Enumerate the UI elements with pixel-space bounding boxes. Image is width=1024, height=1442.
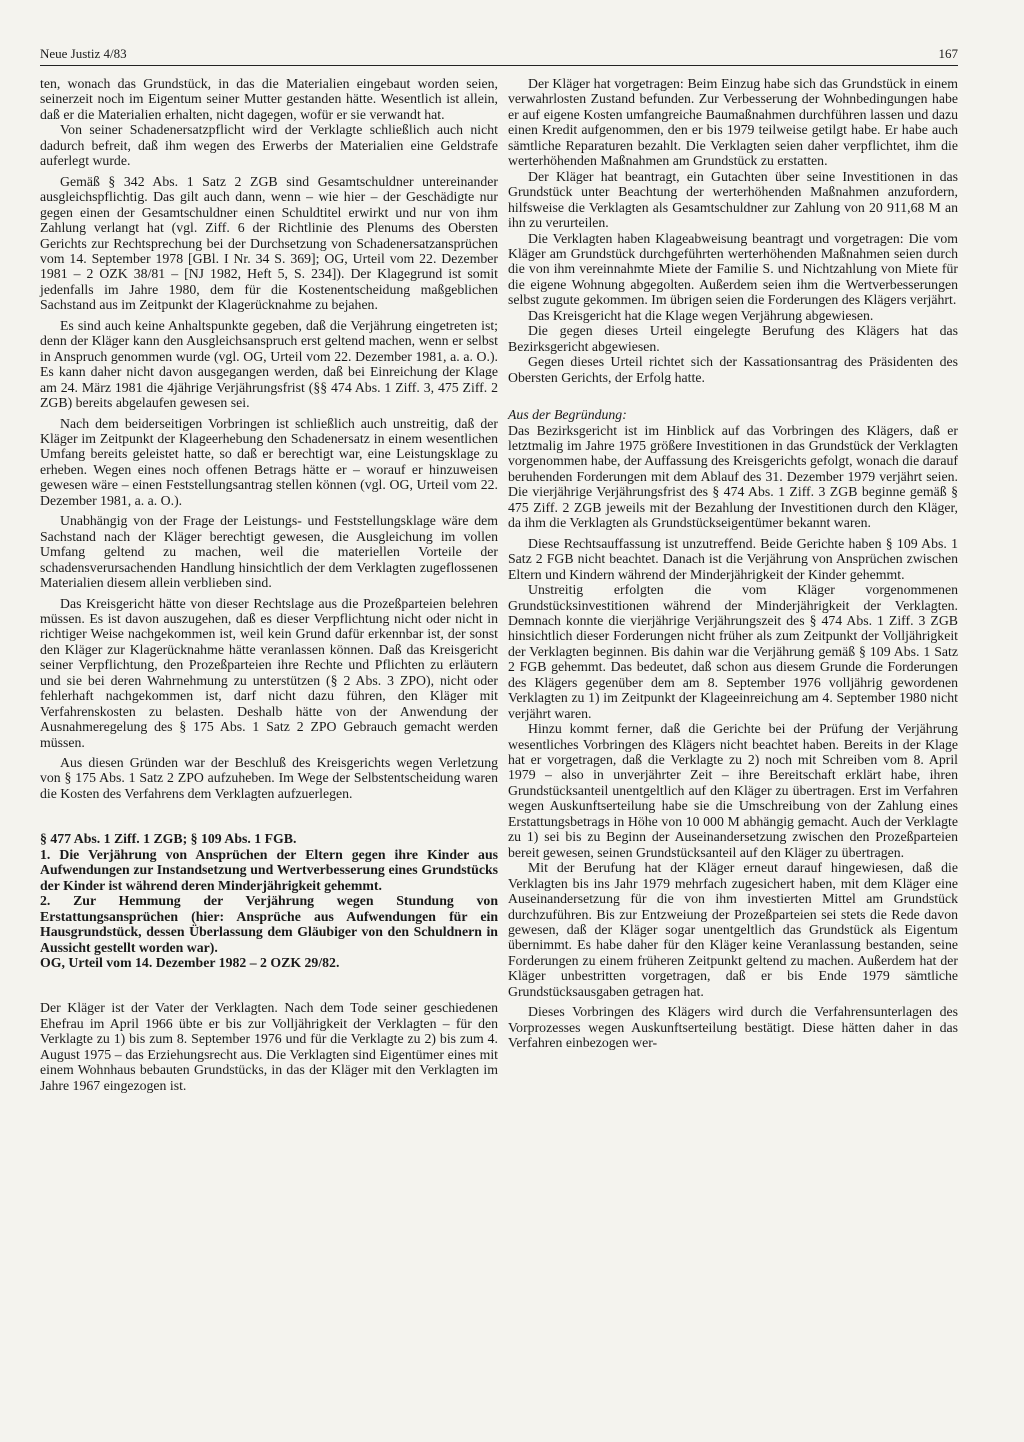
paragraph: ten, wonach das Grundstück, in das die Materialien eingebaut worden seien, seinerzeit noch im Eigentum seiner Mutter gestanden hätte. Wesentlich ist allein, daß er die Materialien erhalten, nicht dagegen, wofür er sie verwandt hat. (40, 76, 498, 122)
left-column (40, 76, 498, 1093)
headnote-rule: 2. Zur Hemmung der Verjährung wegen Stundung von Erstattungsansprüchen (hier: Ansprüche aus Aufwendungen für ein Hausgrundstück, dessen Überlassung dem Gläubiger von den Schuldnern in Aussicht gestellt worden war). (40, 893, 498, 955)
paragraph: Aus diesen Gründen war der Beschluß des Kreisgerichts wegen Verletzung von § 175 Abs. 1 Satz 2 ZPO aufzuheben. Im Wege der Selbstentscheidung waren die Kosten des Verfahrens dem Verklagten aufzuerlegen. (40, 755, 498, 801)
paragraph: Diese Rechtsauffassung ist unzutreffend. Beide Gerichte haben § 109 Abs. 1 Satz 2 FGB nicht beachtet. Danach ist die Verjährung von Ansprüchen zwischen Eltern und Kindern während der Minderjährigkeit der Kinder gehemmt. (508, 535, 958, 582)
case-citation: OG, Urteil vom 14. Dezember 1982 – 2 OZK 29/82. (40, 955, 340, 971)
headnote-rule: 1. Die Verjährung von Ansprüchen der Eltern gegen ihre Kinder aus Aufwendungen zur Instandsetzung und Wertverbesserung eines Grundstücks der Kinder ist während deren Minderjährigkeit gehemmt. (40, 846, 498, 893)
paragraph: Unstreitig erfolgten die vom Kläger vorgenommenen Grundstücksinvestitionen während der Minderjährigkeit der Verklagten. Demnach konnte die vierjährige Verjährungszeit des § 474 Abs. 1 Ziff. 3 ZGB hinsichtlich dieser Forderungen nicht früher als zum Zeitpunkt der Volljährigkeit der Verklagten beginnen. Bis dahin war die Verjährung gemäß § 109 Abs. 1 Satz 2 FGB gehemmt. Das bedeutet, daß schon aus diesem Grunde die Forderungen des Klägers gegenüber dem am 8. September 1976 volljährig gewordenen Verklagten zu 1) im Zeitpunkt der Klageeinreichung am 4. September 1980 nicht verjährt waren. (508, 582, 958, 721)
reasons-heading: Aus der Begründung: (508, 407, 627, 423)
paragraph: Dieses Vorbringen des Klägers wird durch die Verfahrensunterlagen des Vorprozesses wegen Auskunftserteilung bestätigt. Diese hätten daher in das Verfahren einbezogen wer- (508, 1004, 958, 1051)
law-heading: § 477 Abs. 1 Ziff. 1 ZGB; § 109 Abs. 1 FGB. (40, 831, 297, 847)
paragraph: Unabhängig von der Frage der Leistungs- und Feststellungsklage wäre dem Sachstand nach der Kläger berechtigt gewesen, die Ausgleichung im vollen Umfang geltend zu machen, weil die materiellen Vorteile der schadensverursachenden Handlung hinsichtlich der dem Verklagten zugeflossenen Materialien diesem allein verblieben sind. (40, 513, 498, 591)
paragraph: Der Kläger ist der Vater der Verklagten. Nach dem Tode seiner geschiedenen Ehefrau im April 1966 übte er bis zur Volljährigkeit der Verklagten – für den Verklagte zu 1) bis zum 8. September 1976 und für die Verklagte zu 2) bis zum 4. August 1975 – das Erziehungsrecht aus. Die Verklagten sind Eigentümer eines mit einem Wohnhaus bebauten Grundstücks, in das der Kläger mit den Verklagten im Jahre 1967 eingezogen ist. (40, 1000, 498, 1093)
paragraph: Gegen dieses Urteil richtet sich der Kassationsantrag des Präsidenten des Obersten Gerichts, der Erfolg hatte. (508, 354, 958, 385)
paragraph: Der Kläger hat beantragt, ein Gutachten über seine Investitionen in das Grundstück unter Beachtung der werterhöhenden Maßnahmen anzufordern, hilfsweise die Verklagten als Gesamtschuldner zur Zahlung von 20 911,68 M an ihn zu verurteilen. (508, 168, 958, 231)
page-header (40, 45, 958, 66)
right-column (508, 76, 958, 1051)
paragraph: Der Kläger hat vorgetragen: Beim Einzug habe sich das Grundstück in einem verwahrlosten Zustand befunden. Zur Verbesserung der Wohnbedingungen habe er auf eigene Kosten umfangreiche Baumaßnahmen durchführen lassen und dazu einen Kredit aufgenommen, den er bis 1979 teilweise getilgt habe. Er habe auch sämtliche Reparaturen bezahlt. Die Verklagten seien daher verpflichtet, ihm die werterhöhenden Maßnahmen am Grundstück zu erstatten. (508, 76, 958, 169)
paragraph: Das Bezirksgericht ist im Hinblick auf das Vorbringen des Klägers, daß er letztmalig im Jahre 1975 größere Investitionen in das Grundstück der Verklagten vorgenommen habe, der Auffassung des Kreisgerichts gefolgt, wonach die darauf beruhenden Forderungen mit dem Ablauf des 31. Dezember 1979 verjährt seien. Die vierjährige Verjährungsfrist des § 474 Abs. 1 Ziff. 3 ZGB beginne gemäß § 475 Ziff. 2 ZGB jeweils mit der Bezahlung der Investitionen durch den Kläger, da ihm die Verklagten als Grundstückseigentümer bekannt waren. (508, 422, 958, 531)
paragraph: Das Kreisgericht hat die Klage wegen Verjährung abgewiesen. (528, 307, 874, 323)
paragraph: Gemäß § 342 Abs. 1 Satz 2 ZGB sind Gesamtschuldner untereinander ausgleichspflichtig. Das gilt auch dann, wenn – wie hier – der Geschädigte nur gegen einen der Gesamtschuldner einen Schuldtitel erwirkt und nur von ihm Zahlung verlangt hat (vgl. Ziff. 6 der Richtlinie des Plenums des Obersten Gerichts zur Rechtsprechung bei der Durchsetzung von Schadenersatzansprüchen vom 14. September 1978 [GBl. I Nr. 34 S. 369]; OG, Urteil vom 22. Dezember 1981 – 2 OZK 38/81 – [NJ 1982, Heft 5, S. 234]). Der Klagegrund ist somit jedenfalls im Jahre 1980, dem für die Kostenentscheidung maßgeblichen Sachstand aus im Zeitpunkt der Klagerücknahme zu bejahen. (40, 173, 498, 313)
paragraph: Nach dem beiderseitigen Vorbringen ist schließlich auch unstreitig, daß der Kläger im Zeitpunkt der Klageerhebung den Schadenersatz in einem wesentlichen Umfang bereits geleistet hatte, so daß er berechtigt war, eine Leistungsklage zu erheben. Wegen eines noch offenen Betrags hätte er – worauf er hinzuweisen gewesen wäre – einen Feststellungsantrag stellen können (vgl. OG, Urteil vom 22. Dezember 1981, a. a. O.). (40, 415, 498, 508)
page-number: 167 (938, 46, 958, 61)
paragraph: Hinzu kommt ferner, daß die Gerichte bei der Prüfung der Verjährung wesentliches Vorbringen des Klägers nicht beachtet haben. Bereits in der Klage hat er vorgetragen, daß die Verklagte zu 2) noch mit Schreiben vom 8. April 1979 – also in unverjährter Zeit – ihre Bereitschaft erklärt habe, ihren Grundstücksanteil unentgeltlich auf den Kläger zu übertragen. Erst im Verfahren wegen Auskunftserteilung habe sie die Umschreibung von der Zahlung eines Erstattungsbetrags in Höhe von 10 000 M abhängig gemacht. Auch der Verklagte zu 1) sei bis zu Beginn der Auseinandersetzung zwischen den Prozeßparteien bereit gewesen, seinen Grundstücksanteil auf den Kläger zu übertragen. (508, 721, 958, 860)
journal-title: Neue Justiz 4/83 (40, 46, 127, 61)
paragraph: Es sind auch keine Anhaltspunkte gegeben, daß die Verjährung eingetreten ist; denn der Kläger kann den Ausgleichsanspruch erst geltend machen, wenn er selbst in Anspruch genommen wurde (vgl. OG, Urteil vom 22. Dezember 1981, a. a. O.). Es kann daher nicht davon ausgegangen werden, daß bei Einreichung der Klage am 24. März 1981 die 4jährige Verjährungsfrist (§§ 474 Abs. 1 Ziff. 3, 475 Ziff. 2 ZGB) bereits abgelaufen gewesen sei. (40, 317, 498, 411)
paragraph: Die gegen dieses Urteil eingelegte Berufung des Klägers hat das Bezirksgericht abgewiesen. (508, 323, 958, 354)
paragraph: Das Kreisgericht hätte von dieser Rechtslage aus die Prozeßparteien belehren müssen. Es ist davon auszugehen, daß es dieser Verpflichtung nicht oder nicht in richtiger Weise nachgekommen ist, weil kein Grund dafür erkennbar ist, der sonst den Kläger zur Klagerücknahme hätte veranlassen können. Daß das Kreisgericht seiner Verpflichtung, den Prozeßparteien ihre Rechte und Pflichten zu erläutern und sie bei deren Wahrnehmung zu unterstützen (§ 2 Abs. 3 ZPO), nicht oder fehlerhaft nachgekommen ist, darf nicht dazu führen, den Kläger mit Verfahrenskosten zu belasten. Deshalb hätte von der Anwendung der Ausnahmeregelung des § 175 Abs. 1 Satz 2 ZPO Gebrauch gemacht werden müssen. (40, 595, 498, 750)
paragraph: Die Verklagten haben Klageabweisung beantragt und vorgetragen: Die vom Kläger am Grundstück durchgeführten werterhöhenden Maßnahmen seien durch die von ihm vereinnahmte Miete der Familie S. und Nichtzahlung von Miete für die eigene Wohnung abgegolten. Außerdem seien ihm die Wertverbesserungen selbst zugute gekommen. Im übrigen seien die Forderungen des Klägers verjährt. (508, 230, 958, 308)
paragraph: Von seiner Schadenersatzpflicht wird der Verklagte schließlich auch nicht dadurch befreit, daß ihm wegen des Erwerbs der Materialien eine Geldstrafe auferlegt wurde. (40, 122, 498, 169)
paragraph: Mit der Berufung hat der Kläger erneut darauf hingewiesen, daß die Verklagten bis ins Jahr 1979 mehrfach zugesichert haben, mit dem Kläger eine Auseinandersetzung für die von ihm investierten Mittel am Grundstück durchzuführen. Bis zur Entzweiung der Prozeßparteien sei stets die Rede davon gewesen, daß der Kläger sogar unentgeltlich das Grundstück als Eigentum übernimmt. Es habe daher für den Kläger keine Veranlassung bestanden, seine Forderungen zu einem früheren Zeitpunkt geltend zu machen. Außerdem hat der Kläger unbestritten vorgetragen, daß er bis Ende 1979 sämtliche Grundstücksausgaben getragen hat. (508, 860, 958, 999)
